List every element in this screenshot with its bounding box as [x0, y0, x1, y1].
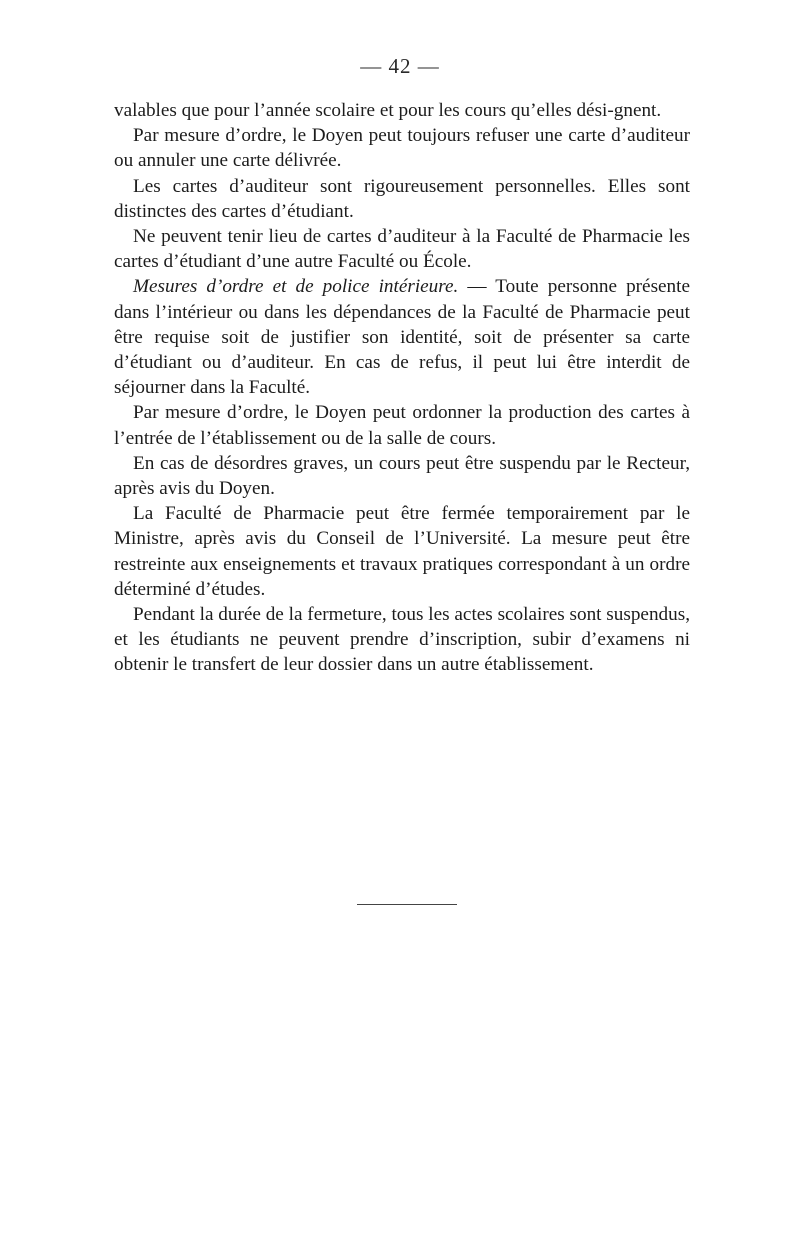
paragraph-mesures-ordre-text: — Toute personne présente dans l’intérieur ou dans les dépendances de la Faculté de Pharmacie peut être requise soit de justifier son identité, soit de présenter sa carte d’étudiant ou d’auditeur. En cas de refus, il peut lui être interdit de séjourner dans la Faculté.	[114, 276, 690, 399]
body-text	[114, 98, 690, 678]
paragraph-continuation: valables que pour l’année scolaire et pour les cours qu’elles dési-gnent.	[114, 100, 662, 121]
paragraph-cartes-autre-faculte: Ne peuvent tenir lieu de cartes d’auditeur à la Faculté de Pharmacie les cartes d’étudiant d’une autre Faculté ou École.	[114, 226, 690, 273]
paragraph-mesures-ordre	[114, 274, 690, 400]
end-rule	[357, 904, 457, 905]
paragraph-doyen-refus: Par mesure d’ordre, le Doyen peut toujours refuser une carte d’auditeur ou annuler une carte délivrée.	[114, 125, 690, 172]
paragraph-cartes-personnelles: Les cartes d’auditeur sont rigoureusement personnelles. Elles sont distinctes des cartes d’étudiant.	[114, 175, 690, 222]
paragraph-desordres: En cas de désordres graves, un cours peut être suspendu par le Recteur, après avis du Doyen.	[114, 452, 690, 500]
paragraph-duree-fermeture: Pendant la durée de la fermeture, tous les actes scolaires sont suspendus, et les étudiants ne peuvent prendre d’inscription, subir d’examens ni obtenir le transfert de leur dossier dans un autre établissement.	[114, 604, 690, 676]
section-heading: Mesures d’ordre et de police intérieure.	[133, 276, 459, 298]
paragraph-production-cartes: Par mesure d’ordre, le Doyen peut ordonner la production des cartes à l’entrée de l’établissement ou de la salle de cours.	[114, 402, 690, 449]
paragraph-fermeture: La Faculté de Pharmacie peut être fermée temporairement par le Ministre, après avis du Conseil de l’Université. La mesure peut être restreinte aux enseignements et travaux pratiques correspondant à un ordre déterminé d’études.	[114, 503, 690, 600]
page-number: — 42 —	[360, 54, 440, 78]
